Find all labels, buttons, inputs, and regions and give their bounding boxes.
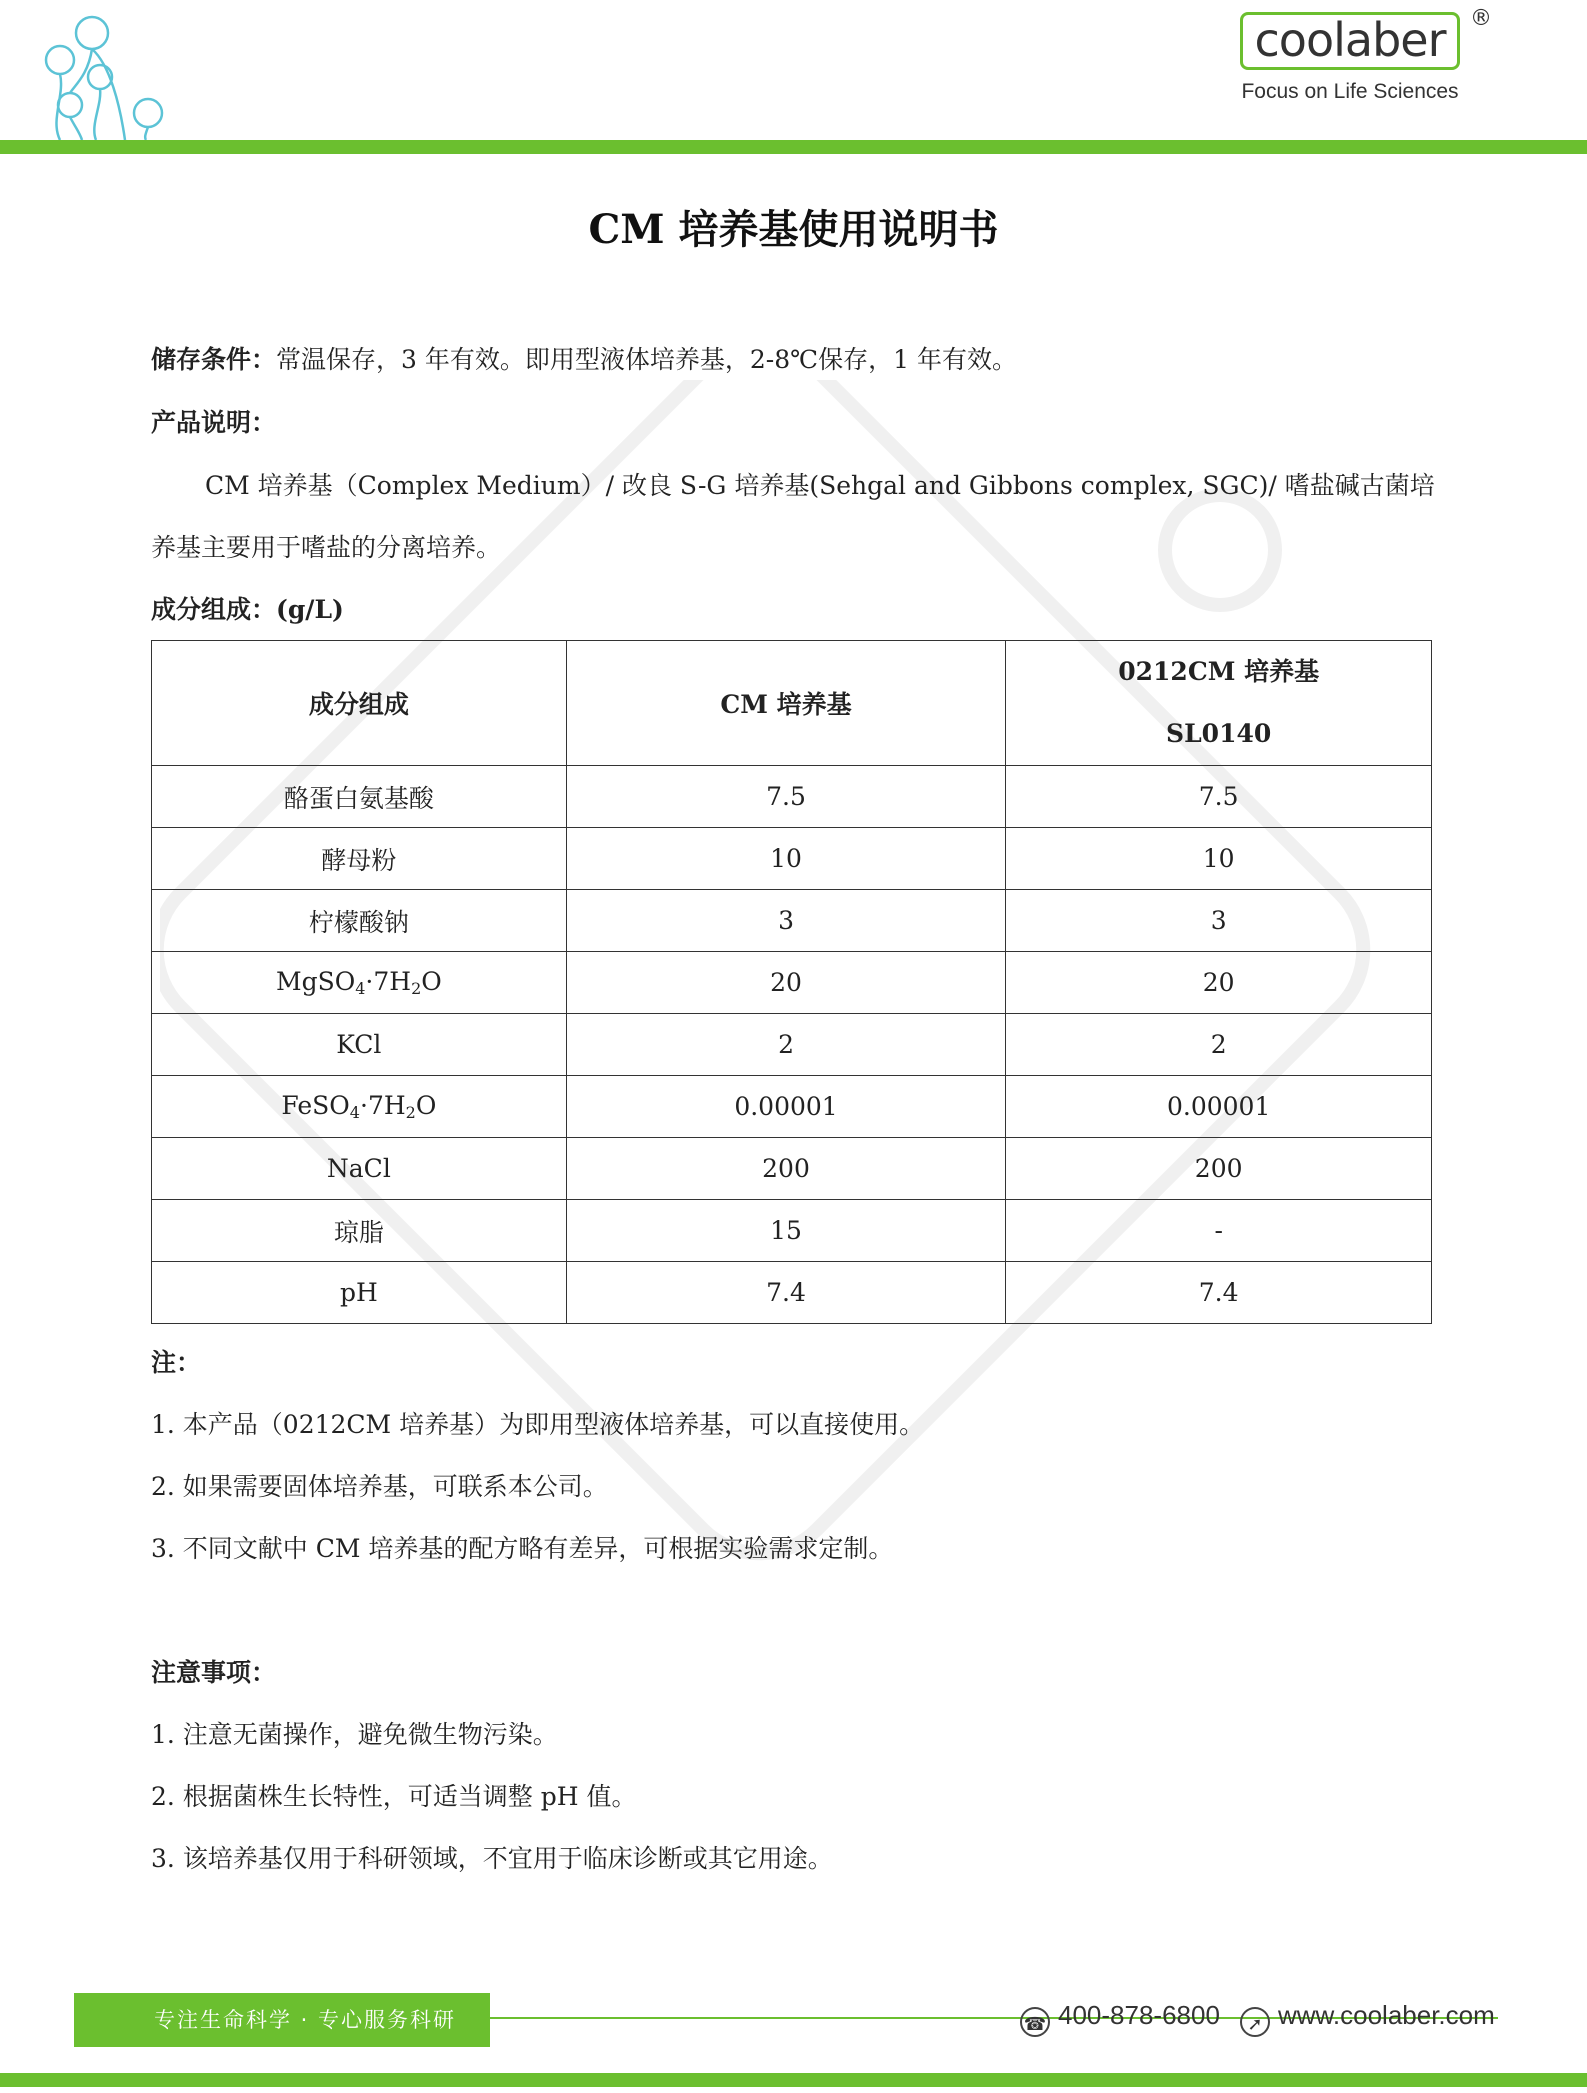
table-row bbox=[152, 890, 1432, 952]
header-cm-medium: CM 培养基 bbox=[566, 641, 1006, 766]
note-item-1: 1. 本产品（0212CM 培养基）为即用型液体培养基，可以直接使用。 bbox=[151, 1410, 925, 1439]
ingredient-name: KCl bbox=[152, 1014, 567, 1076]
precaution-item-1: 1. 注意无菌操作，避免微生物污染。 bbox=[151, 1720, 558, 1749]
ingredient-name: 酵母粉 bbox=[152, 828, 567, 890]
table-header-row bbox=[152, 641, 1432, 766]
ingredient-name: NaCl bbox=[152, 1138, 567, 1200]
formula-subscript: 2 bbox=[405, 1103, 416, 1122]
phone-icon: ☎ bbox=[1020, 2007, 1050, 2037]
footer-phone bbox=[1020, 2000, 1220, 2037]
table-row bbox=[152, 952, 1432, 1014]
storage-label: 储存条件： bbox=[151, 345, 277, 374]
brand-tagline: Focus on Life Sciences bbox=[1241, 80, 1459, 103]
ingredient-name: pH bbox=[152, 1262, 567, 1324]
footer-website[interactable] bbox=[1240, 2000, 1495, 2037]
footer-phone-number: 400-878-6800 bbox=[1058, 2000, 1220, 2030]
table-row bbox=[152, 1014, 1432, 1076]
footer-website-url[interactable]: www.coolaber.com bbox=[1278, 2000, 1495, 2030]
composition-label: 成分组成：(g/L) bbox=[151, 595, 344, 624]
header-ingredient: 成分组成 bbox=[152, 641, 567, 766]
cm-value: 3 bbox=[566, 890, 1006, 952]
header-0212cm-name: 0212CM 培养基 bbox=[1118, 657, 1320, 686]
formula-subscript: 4 bbox=[355, 979, 366, 998]
footer-slogan: 专注生命科学 · 专心服务科研 bbox=[74, 1993, 490, 2047]
cm-value: 15 bbox=[566, 1200, 1006, 1262]
ingredient-name: $FeSO_4\cdot 7H_2O$ bbox=[152, 1076, 567, 1138]
note-item-2: 2. 如果需要固体培养基，可联系本公司。 bbox=[151, 1472, 608, 1501]
precaution-item-3: 3. 该培养基仅用于科研领域，不宜用于临床诊断或其它用途。 bbox=[151, 1844, 833, 1873]
notes-label: 注： bbox=[151, 1348, 202, 1377]
document-title: CM 培养基使用说明书 bbox=[588, 206, 999, 253]
0212cm-value: 7.4 bbox=[1006, 1262, 1432, 1324]
header-0212cm-medium bbox=[1006, 641, 1432, 766]
composition-table bbox=[151, 640, 1432, 1324]
description-label: 产品说明： bbox=[151, 408, 277, 437]
registered-mark: ® bbox=[1470, 6, 1492, 31]
footer-green-bar bbox=[0, 2073, 1587, 2087]
description-line-2: 养基主要用于嗜盐的分离培养。 bbox=[151, 533, 502, 562]
header-green-bar bbox=[0, 140, 1587, 154]
0212cm-value: 200 bbox=[1006, 1138, 1432, 1200]
0212cm-value: 10 bbox=[1006, 828, 1432, 890]
cm-value: 200 bbox=[566, 1138, 1006, 1200]
ingredient-name: 柠檬酸钠 bbox=[152, 890, 567, 952]
table-row bbox=[152, 1076, 1432, 1138]
0212cm-value: 20 bbox=[1006, 952, 1432, 1014]
header-molecule-decoration bbox=[30, 5, 190, 140]
0212cm-value: 7.5 bbox=[1006, 766, 1432, 828]
header-0212cm-code: SL0140 bbox=[1166, 719, 1272, 748]
table-row bbox=[152, 1262, 1432, 1324]
storage-text: 常温保存，3 年有效。即用型液体培养基，2-8℃保存，1 年有效。 bbox=[276, 345, 1017, 374]
table-row bbox=[152, 766, 1432, 828]
0212cm-value: 2 bbox=[1006, 1014, 1432, 1076]
precaution-item-2: 2. 根据菌株生长特性，可适当调整 pH 值。 bbox=[151, 1782, 637, 1811]
ingredient-name: 酪蛋白氨基酸 bbox=[152, 766, 567, 828]
table-row bbox=[152, 1200, 1432, 1262]
precautions-label: 注意事项： bbox=[151, 1658, 277, 1687]
cm-value: 2 bbox=[566, 1014, 1006, 1076]
cm-value: 7.4 bbox=[566, 1262, 1006, 1324]
0212cm-value: 0.00001 bbox=[1006, 1076, 1432, 1138]
formula-subscript: 4 bbox=[349, 1103, 360, 1122]
brand-logo: coolaber bbox=[1240, 12, 1460, 70]
0212cm-value: - bbox=[1006, 1200, 1432, 1262]
cm-value: 20 bbox=[566, 952, 1006, 1014]
cm-value: 0.00001 bbox=[566, 1076, 1006, 1138]
compass-icon: ➚ bbox=[1240, 2007, 1270, 2037]
table-row bbox=[152, 1138, 1432, 1200]
description-line-1: CM 培养基（Complex Medium）/ 改良 S-G 培养基(Sehgal and Gibbons complex, SGC)/ 嗜盐碱古菌培 bbox=[205, 471, 1435, 500]
note-item-3: 3. 不同文献中 CM 培养基的配方略有差异，可根据实验需求定制。 bbox=[151, 1534, 894, 1563]
formula-subscript: 2 bbox=[411, 979, 422, 998]
table-row bbox=[152, 828, 1432, 890]
ingredient-name: $MgSO_4\cdot 7H_2O$ bbox=[152, 952, 567, 1014]
ingredient-name: 琼脂 bbox=[152, 1200, 567, 1262]
0212cm-value: 3 bbox=[1006, 890, 1432, 952]
cm-value: 10 bbox=[566, 828, 1006, 890]
cm-value: 7.5 bbox=[566, 766, 1006, 828]
storage-condition bbox=[151, 340, 1017, 376]
